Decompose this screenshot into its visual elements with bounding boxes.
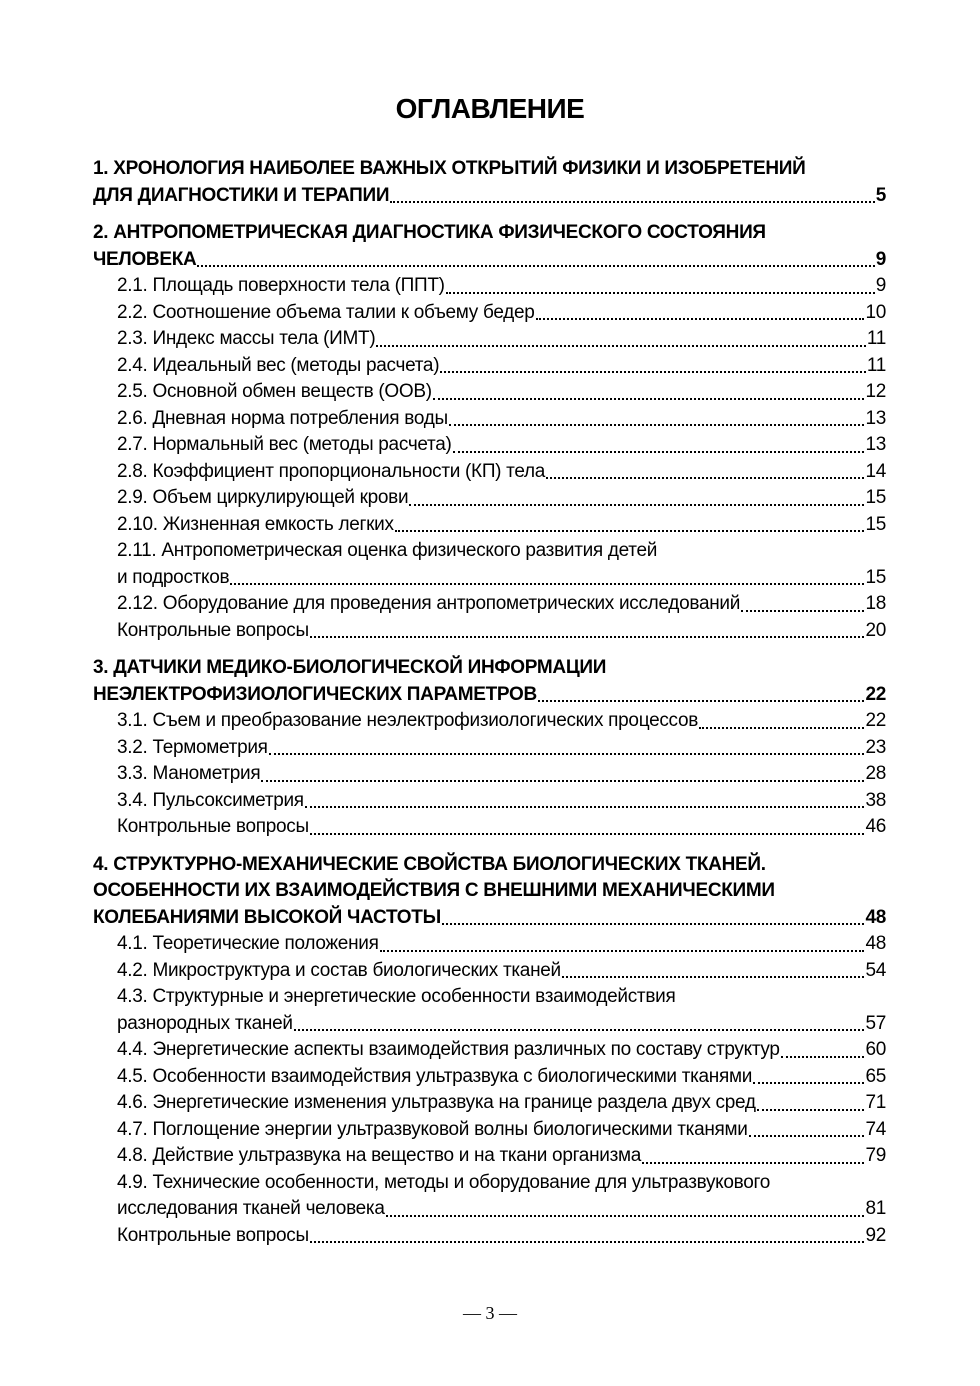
- toc-subsection-row: [93, 353, 886, 380]
- toc-subsection-text: 2.7. Нормальный вес (методы расчета): [117, 434, 452, 455]
- toc-subsection-row: [93, 485, 886, 512]
- toc-subsection-text: Контрольные вопросы: [117, 816, 309, 837]
- toc-subsection-page-number: 22: [865, 710, 886, 731]
- toc-subsection-text: 4.7. Поглощение энергии ультразвуковой волны биологическими тканями: [117, 1118, 748, 1140]
- toc-subsection-page-number: 15: [865, 513, 886, 535]
- toc-chapter-row: [93, 682, 886, 709]
- toc-subsection-text: 4.1. Теоретические положения: [117, 933, 379, 954]
- toc-subsection-row: [93, 379, 886, 406]
- toc-subsection-line: [93, 1170, 886, 1197]
- dot-leader: [440, 371, 866, 373]
- toc-subsection-page-number: 10: [865, 301, 886, 323]
- dot-leader: [433, 398, 865, 400]
- toc-subsection-row: [93, 814, 886, 841]
- toc-chapter-row: [93, 247, 886, 274]
- toc-subsection-row: [93, 761, 886, 788]
- toc-subsection-text: и подростков: [117, 566, 230, 588]
- toc-subsection-row: [93, 788, 886, 815]
- toc-subsection-row: [93, 512, 886, 539]
- toc-subsection-text: 2.11. Антропометрическая оценка физического развития детей: [117, 540, 658, 561]
- dot-leader: [453, 451, 865, 453]
- toc-subsection-text: 3.2. Термометрия: [117, 736, 268, 758]
- toc-subsection-text: 4.2. Микроструктура и состав биологических тканей: [117, 959, 561, 981]
- toc-chapter-text: 4. СТРУКТУРНО-МЕХАНИЧЕСКИЕ СВОЙСТВА БИОЛОГИЧЕСКИХ ТКАНЕЙ.: [93, 853, 766, 875]
- toc-subsection-row: [93, 326, 886, 353]
- toc-subsection-page-number: 57: [865, 1012, 886, 1034]
- toc-subsection-row: [93, 931, 886, 958]
- toc-subsection-text: 2.12. Оборудование для проведения антропометрических исследований: [117, 593, 741, 614]
- toc-subsection-page-number: 74: [865, 1118, 886, 1140]
- toc-subsection-row: [93, 735, 886, 762]
- section-gap: [93, 209, 886, 220]
- toc-subsection-page-number: 15: [865, 566, 886, 588]
- toc-chapter-text: 2. АНТРОПОМЕТРИЧЕСКАЯ ДИАГНОСТИКА ФИЗИЧЕСКОГО СОСТОЯНИЯ: [93, 222, 766, 243]
- dot-leader: [749, 1135, 865, 1137]
- table-of-contents: [93, 156, 886, 1249]
- toc-subsection-text: 4.4. Энергетические аспекты взаимодействия различных по составу структур: [117, 1039, 780, 1060]
- toc-subsection-text: 4.3. Структурные и энергетические особенности взаимодействия: [117, 986, 676, 1007]
- toc-chapter-text: ДЛЯ ДИАГНОСТИКИ И ТЕРАПИИ: [93, 184, 390, 206]
- page-number: — 3 —: [463, 1303, 517, 1323]
- toc-subsection-row: [93, 565, 886, 592]
- dot-leader: [757, 1109, 865, 1111]
- toc-chapter-text: ЧЕЛОВЕКА: [93, 248, 197, 270]
- dot-leader: [390, 201, 875, 203]
- toc-chapter-page-number: 5: [875, 184, 886, 206]
- dot-leader: [386, 1215, 865, 1217]
- section-gap: [93, 841, 886, 852]
- dot-leader: [409, 504, 864, 506]
- toc-subsection-page-number: 18: [865, 593, 886, 614]
- dot-leader: [546, 477, 864, 479]
- toc-subsection-page-number: 28: [865, 763, 886, 784]
- toc-subsection-page-number: 79: [865, 1145, 886, 1166]
- toc-subsection-text: 3.3. Манометрия: [117, 763, 261, 784]
- toc-chapter-text: ОСОБЕННОСТИ ИХ ВЗАИМОДЕЙСТВИЯ С ВНЕШНИМИ МЕХАНИЧЕСКИМИ: [93, 880, 775, 901]
- toc-subsection-text: 4.5. Особенности взаимодействия ультразвука с биологическими тканями: [117, 1065, 753, 1087]
- toc-subsection-page-number: 20: [865, 619, 886, 641]
- toc-chapter-text: 3. ДАТЧИКИ МЕДИКО-БИОЛОГИЧЕСКОЙ ИНФОРМАЦИИ: [93, 657, 607, 678]
- dot-leader: [376, 345, 866, 347]
- toc-subsection-row: [93, 406, 886, 433]
- dot-leader: [446, 292, 875, 294]
- toc-subsection-page-number: 38: [865, 789, 886, 811]
- toc-subsection-text: Контрольные вопросы: [117, 1224, 309, 1246]
- toc-subsection-row: [93, 708, 886, 735]
- toc-chapter-line: [93, 156, 886, 183]
- toc-chapter-page-number: 9: [875, 248, 886, 270]
- toc-chapter-text: 1. ХРОНОЛОГИЯ НАИБОЛЕЕ ВАЖНЫХ ОТКРЫТИЙ ФИЗИКИ И ИЗОБРЕТЕНИЙ: [93, 158, 806, 179]
- toc-subsection-line: [93, 538, 886, 565]
- dot-leader: [536, 318, 865, 320]
- toc-subsection-row: [93, 273, 886, 300]
- toc-subsection-text: исследования тканей человека: [117, 1198, 385, 1219]
- toc-subsection-page-number: 13: [865, 434, 886, 455]
- toc-subsection-text: 2.6. Дневная норма потребления воды: [117, 407, 448, 429]
- toc-subsection-row: [93, 1037, 886, 1064]
- toc-subsection-page-number: 71: [865, 1092, 886, 1113]
- toc-subsection-page-number: 65: [865, 1065, 886, 1087]
- toc-subsection-text: 3.1. Съем и преобразование неэлектрофизиологических процессов: [117, 710, 699, 731]
- dot-leader: [269, 753, 865, 755]
- toc-chapter-text: НЕЭЛЕКТРОФИЗИОЛОГИЧЕСКИХ ПАРАМЕТРОВ: [93, 683, 537, 705]
- dot-leader: [562, 976, 865, 978]
- dot-leader: [395, 530, 865, 532]
- toc-chapter-page-number: 48: [865, 906, 886, 928]
- dot-leader: [310, 636, 865, 638]
- dot-leader: [741, 610, 864, 612]
- toc-subsection-row: [93, 1196, 886, 1223]
- toc-subsection-row: [93, 958, 886, 985]
- toc-subsection-page-number: 15: [865, 487, 886, 508]
- toc-subsection-row: [93, 459, 886, 486]
- toc-subsection-page-number: 92: [865, 1224, 886, 1246]
- toc-subsection-page-number: 11: [866, 354, 886, 376]
- toc-subsection-page-number: 60: [865, 1039, 886, 1060]
- dot-leader: [781, 1056, 865, 1058]
- toc-subsection-text: 2.10. Жизненная емкость легких: [117, 513, 394, 535]
- toc-subsection-page-number: 11: [866, 328, 886, 349]
- dot-leader: [230, 583, 864, 585]
- toc-subsection-page-number: 46: [865, 816, 886, 837]
- dot-leader: [310, 833, 865, 835]
- toc-chapter-page-number: 22: [865, 683, 886, 705]
- toc-subsection-text: 2.9. Объем циркулирующей крови: [117, 487, 409, 508]
- toc-subsection-row: [93, 432, 886, 459]
- toc-subsection-row: [93, 300, 886, 327]
- toc-chapter-row: [93, 905, 886, 932]
- toc-subsection-row: [93, 1064, 886, 1091]
- dot-leader: [305, 806, 865, 808]
- toc-subsection-row: [93, 1090, 886, 1117]
- toc-chapter-line: [93, 655, 886, 682]
- toc-subsection-page-number: 23: [865, 736, 886, 758]
- toc-subsection-text: разнородных тканей: [117, 1012, 293, 1034]
- toc-subsection-page-number: 81: [865, 1198, 886, 1219]
- toc-subsection-row: [93, 1143, 886, 1170]
- dot-leader: [449, 424, 865, 426]
- toc-chapter-text: КОЛЕБАНИЯМИ ВЫСОКОЙ ЧАСТОТЫ: [93, 906, 441, 928]
- dot-leader: [699, 727, 864, 729]
- toc-subsection-row: [93, 591, 886, 618]
- dot-leader: [642, 1162, 864, 1164]
- toc-subsection-page-number: 54: [865, 959, 886, 981]
- dot-leader: [261, 780, 864, 782]
- toc-chapter-line: [93, 220, 886, 247]
- toc-subsection-page-number: 9: [875, 275, 886, 296]
- dot-leader: [294, 1029, 865, 1031]
- toc-subsection-text: 4.6. Энергетические изменения ультразвука на границе раздела двух сред: [117, 1092, 756, 1113]
- toc-subsection-text: 4.8. Действие ультразвука на вещество и на ткани организма: [117, 1145, 642, 1166]
- toc-subsection-row: [93, 1117, 886, 1144]
- toc-subsection-text: Контрольные вопросы: [117, 619, 309, 641]
- toc-subsection-text: 2.1. Площадь поверхности тела (ППТ): [117, 275, 445, 296]
- toc-subsection-row: [93, 1011, 886, 1038]
- toc-subsection-page-number: 13: [865, 407, 886, 429]
- dot-leader: [380, 950, 865, 952]
- toc-chapter-row: [93, 183, 886, 210]
- page-title: ОГЛАВЛЕНИЕ: [395, 93, 585, 124]
- toc-subsection-text: 3.4. Пульсоксиметрия: [117, 789, 304, 811]
- toc-subsection-text: 2.4. Идеальный вес (методы расчета): [117, 354, 440, 376]
- dot-leader: [538, 700, 865, 702]
- toc-subsection-row: [93, 1223, 886, 1250]
- dot-leader: [753, 1082, 864, 1084]
- toc-subsection-page-number: 12: [865, 381, 886, 402]
- toc-subsection-text: 2.8. Коэффициент пропорциональности (КП) тела: [117, 460, 546, 482]
- toc-subsection-text: 2.2. Соотношение объема талии к объему бедер: [117, 301, 535, 323]
- toc-subsection-text: 4.9. Технические особенности, методы и оборудование для ультразвукового: [117, 1171, 771, 1193]
- toc-subsection-page-number: 14: [865, 460, 886, 482]
- dot-leader: [310, 1241, 865, 1243]
- toc-subsection-line: [93, 984, 886, 1011]
- toc-subsection-text: 2.5. Основной обмен веществ (ООВ): [117, 381, 432, 402]
- section-gap: [93, 644, 886, 655]
- toc-subsection-row: [93, 618, 886, 645]
- toc-chapter-line: [93, 852, 886, 879]
- dot-leader: [442, 923, 865, 925]
- toc-subsection-page-number: 48: [865, 933, 886, 954]
- dot-leader: [197, 265, 874, 267]
- toc-subsection-text: 2.3. Индекс массы тела (ИМТ): [117, 328, 376, 349]
- toc-chapter-line: [93, 878, 886, 905]
